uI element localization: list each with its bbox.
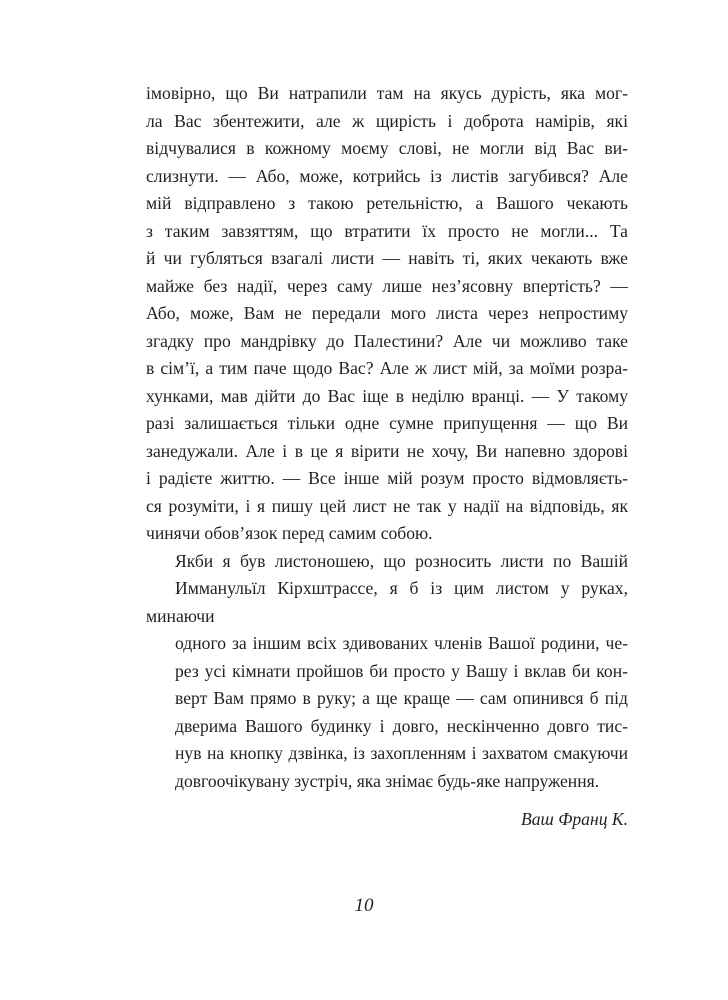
text-line: мій відправлено з такою ретельністю, а Вашого чекають: [146, 193, 628, 213]
text-line: ла Вас збентежити, але ж щирість і доброта намірів, які: [146, 110, 628, 131]
text-line: й чи губляться взагалі листи — навіть ті, яких чекають вже: [146, 248, 628, 268]
text-line: хунками, мав дійти до Вас іще в неділю вранці. — У такому: [146, 385, 628, 406]
text-line: з таким завзяттям, що втратити їх просто не могли... Та: [146, 220, 628, 241]
text-line: імовірно, що Ви натрапили там на якусь дурість, яка мог-: [146, 83, 628, 103]
text-line: верт Вам прямо в руку; а ще краще — сам опинився б під: [175, 688, 628, 708]
body-text: [146, 80, 628, 834]
text-line: занедужали. Але і в це я вірити не хочу, Ви напевно здорові: [146, 440, 628, 461]
text-line: відчувалися в кожному моєму слові, не могли від Вас ви-: [146, 138, 628, 158]
text-line: ся розуміти, і я пишу цей лист не так у надії на відповідь, як: [146, 495, 628, 516]
text-line: разі залишається тільки одне сумне припущення — що Ви: [146, 413, 628, 433]
text-line: чинячи обов’язок перед самим собою.: [146, 523, 433, 543]
text-line: Имманульїл Кірхштрассе, я б із цим листом у руках, минаючи: [146, 578, 628, 626]
text-line: дверима Вашого будинку і довго, нескінченно довго тис-: [175, 715, 628, 736]
text-line: майже без надії, через саму лише нез’ясовну впертість? —: [146, 275, 628, 296]
text-line: і радієте життю. — Все інше мій розум просто відмовляєть-: [146, 468, 628, 488]
text-line: Якби я був листоношею, що розносить листи по Вашій: [175, 550, 628, 571]
text-line: в сім’ї, а тим паче щодо Вас? Але ж лист мій, за моїми розра-: [146, 358, 628, 378]
text-line: довгоочікувану зустріч, яка знімає будь-яке напруження.: [175, 770, 600, 791]
text-line: одного за іншим всіх здивованих членів Вашої родини, че-: [175, 633, 628, 653]
text-line: Або, може, Вам не передали мого листа через непростиму: [146, 303, 628, 323]
paragraph-2: [146, 548, 628, 796]
signature: Ваш Франц К.: [521, 809, 628, 829]
paragraph-1: [146, 80, 628, 548]
text-line: нув на кнопку дзвінка, із захопленням і захватом смакуючи: [175, 743, 628, 763]
page-number: 10: [354, 895, 374, 916]
text-line: згадку про мандрівку до Палестини? Але чи можливо таке: [146, 330, 628, 351]
text-line: рез усі кімнати пройшов би просто у Вашу і вклав би кон-: [175, 660, 628, 681]
text-line: слизнути. — Або, може, котрийсь із листів загубився? Але: [146, 165, 628, 186]
